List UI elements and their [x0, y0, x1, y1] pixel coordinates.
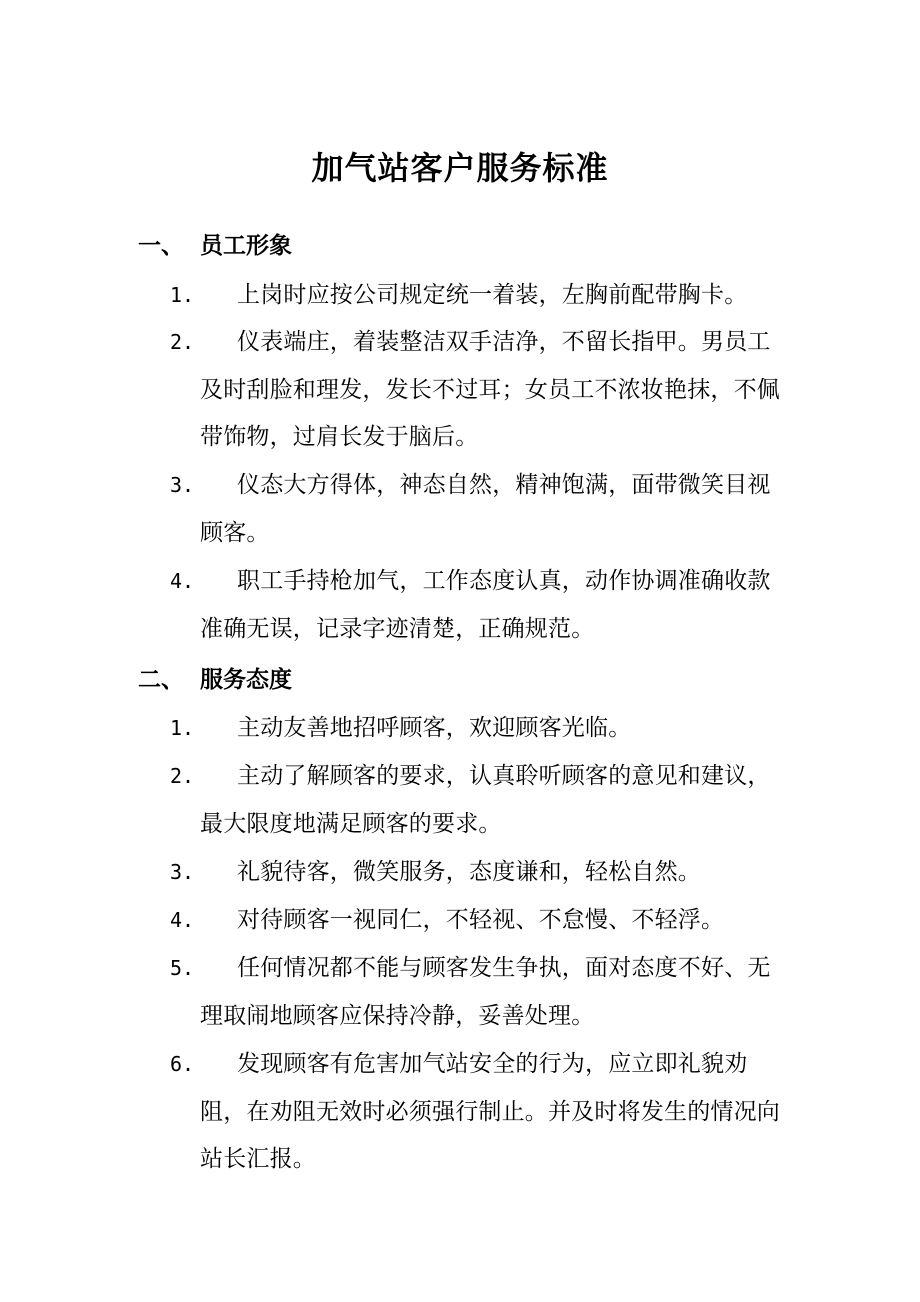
section-title: 员工形象: [200, 233, 292, 259]
list-item: [170, 897, 786, 945]
item-number: 2.: [170, 764, 195, 788]
list-item: [170, 558, 786, 653]
item-text: 礼貌待客，微笑服务，态度谦和，轻松自然。: [237, 859, 701, 885]
item-text: 对待顾客一视同仁，不轻视、不怠慢、不轻浮。: [237, 907, 725, 933]
item-text: 发现顾客有危害加气站安全的行为，应立即礼貌劝阻，在劝阻无效时必须强行制止。并及时将发生的情况向站长汇报。: [200, 1051, 780, 1172]
item-number: 6.: [170, 1052, 195, 1076]
list-item: [170, 705, 786, 753]
item-number: 4.: [170, 908, 195, 932]
list-item: [170, 462, 786, 557]
list-item: [170, 849, 786, 897]
item-number: 1.: [170, 716, 195, 740]
list-item: [170, 945, 786, 1040]
item-number: 5.: [170, 956, 195, 980]
item-text: 职工手持枪加气，工作态度认真，动作协调准确收款准确无误，记录字迹清楚，正确规范。: [200, 568, 771, 642]
item-text: 仪表端庄，着装整洁双手洁净，不留长指甲。男员工及时刮脸和理发，发长不过耳；女员工不浓妆艳抹，不佩带饰物，过肩长发于脑后。: [200, 329, 780, 450]
item-number: 3.: [170, 473, 195, 497]
item-text: 仪态大方得体，神态自然，精神饱满，面带微笑目视顾客。: [200, 472, 771, 546]
section-heading-service-attitude: [138, 663, 292, 697]
section-number: 二、: [138, 667, 184, 693]
item-number: 2.: [170, 330, 195, 354]
section-title: 服务态度: [200, 667, 292, 693]
item-text: 任何情况都不能与顾客发生争执，面对态度不好、无理取闹地顾客应保持冷静，妥善处理。: [200, 955, 771, 1029]
item-number: 4.: [170, 569, 195, 593]
list-item: [170, 1041, 786, 1184]
item-text: 上岗时应按公司规定统一着装，左胸前配带胸卡。: [237, 282, 748, 308]
list-item: [170, 319, 786, 462]
item-text: 主动友善地招呼顾客，欢迎顾客光临。: [237, 715, 632, 741]
section-number: 一、: [138, 233, 184, 259]
item-number: 1.: [170, 283, 195, 307]
list-item: [170, 753, 786, 848]
document-title: 加气站客户服务标准: [311, 149, 609, 187]
item-number: 3.: [170, 860, 195, 884]
item-text: 主动了解顾客的要求，认真聆听顾客的意见和建议，最大限度地满足顾客的要求。: [200, 763, 771, 837]
list-item: [170, 272, 786, 320]
section-heading-staff-image: [138, 229, 292, 263]
